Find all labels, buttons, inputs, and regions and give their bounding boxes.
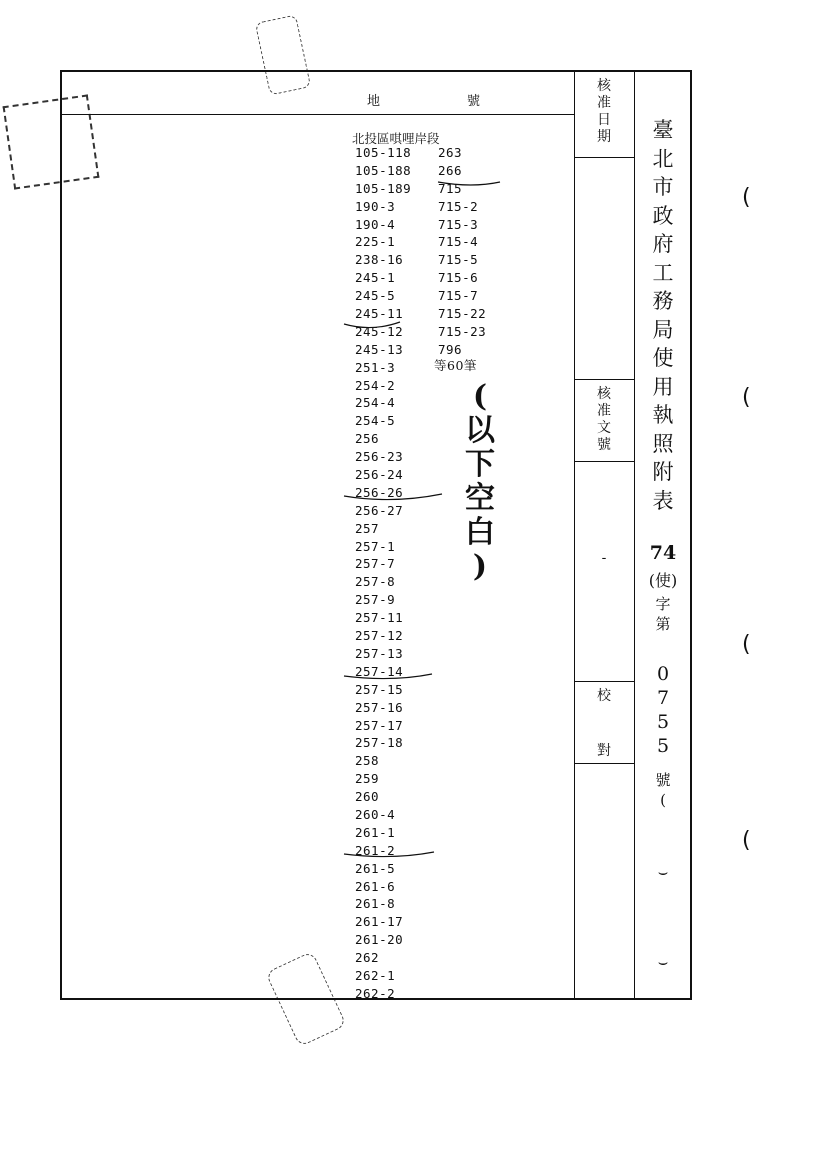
permit-char-label: 字 第 xyxy=(655,595,671,633)
lot-number: 261-6 xyxy=(355,878,396,894)
lot-number: 261-20 xyxy=(355,932,404,948)
title-column xyxy=(634,72,692,998)
lot-number: 256-24 xyxy=(355,467,404,483)
lot-list-left xyxy=(355,144,411,1003)
lot-number: 256-27 xyxy=(355,502,404,518)
margin-arc-3: ( xyxy=(742,632,751,657)
lot-number: 715-22 xyxy=(438,306,487,322)
total-note: 等60筆 xyxy=(434,358,477,373)
header-divider xyxy=(62,114,574,115)
closing-parenthesis-mark-2: ⌣ xyxy=(657,952,669,971)
lot-number: 225-1 xyxy=(355,234,396,250)
margin-arc-4: ( xyxy=(742,828,751,853)
lot-number: 261-17 xyxy=(355,914,404,930)
approval-number-value-cell xyxy=(574,462,634,682)
margin-arc-1: ( xyxy=(742,185,751,210)
approval-number-label: 核 准 文 號 xyxy=(597,386,611,453)
lot-number: 715-2 xyxy=(438,198,479,214)
lot-number: 715-6 xyxy=(438,270,479,286)
header-number-label: 號 xyxy=(467,94,481,109)
land-section-title: 北投區唭哩岸段 xyxy=(352,131,440,146)
lot-number: 796 xyxy=(438,341,463,357)
lot-number: 266 xyxy=(438,162,463,178)
lot-number: 256 xyxy=(355,431,380,447)
lot-number: 245-13 xyxy=(355,341,404,357)
blank-below-note: ( 以 下 空 白 ) xyxy=(465,379,495,584)
lot-number: 261-1 xyxy=(355,824,396,840)
lot-number: 245-5 xyxy=(355,288,396,304)
lot-number: 251-3 xyxy=(355,359,396,375)
permit-year: 74 xyxy=(649,542,677,564)
approval-number-cell xyxy=(574,380,634,462)
lot-number: 715-3 xyxy=(438,216,479,232)
approval-date-value-cell xyxy=(574,158,634,380)
lot-number: 715-5 xyxy=(438,252,479,268)
check-cell xyxy=(574,682,634,764)
lot-number: 245-1 xyxy=(355,270,396,286)
header-land-label: 地 xyxy=(367,94,381,109)
lot-number: 262 xyxy=(355,950,380,966)
lot-number: 262-2 xyxy=(355,985,396,1001)
lot-number: 257-16 xyxy=(355,699,404,715)
approval-date-label: 核 准 日 期 xyxy=(597,78,611,145)
lot-number: 261-2 xyxy=(355,842,396,858)
lot-number: 105-189 xyxy=(355,180,412,196)
lot-number: 254-4 xyxy=(355,395,396,411)
lot-number: 261-5 xyxy=(355,860,396,876)
lot-number: 262-1 xyxy=(355,967,396,983)
lot-number: 257-18 xyxy=(355,735,404,751)
lot-number: 258 xyxy=(355,753,380,769)
approval-date-cell xyxy=(574,72,634,158)
lot-number: 257 xyxy=(355,520,380,536)
lot-number: 256-23 xyxy=(355,449,404,465)
lot-number: 715-7 xyxy=(438,288,479,304)
lot-number: 245-12 xyxy=(355,323,404,339)
lot-number: 245-11 xyxy=(355,306,404,322)
lot-number: 259 xyxy=(355,771,380,787)
lot-number: 190-4 xyxy=(355,216,396,232)
lot-number: 238-16 xyxy=(355,252,404,268)
margin-arc-2: ( xyxy=(742,385,751,410)
attachment-table xyxy=(60,70,692,1000)
lot-number: 257-7 xyxy=(355,556,396,572)
lot-number: 257-1 xyxy=(355,538,396,554)
lot-number: 715-23 xyxy=(438,323,487,339)
lot-number: 261-8 xyxy=(355,896,396,912)
lot-number: 256-26 xyxy=(355,484,404,500)
lot-number: 257-11 xyxy=(355,610,404,626)
lot-number: 715 xyxy=(438,180,463,196)
lot-number: 105-118 xyxy=(355,145,412,160)
lot-number: 260 xyxy=(355,789,380,805)
lot-list-right xyxy=(438,144,486,359)
lot-number: 715-4 xyxy=(438,234,479,250)
lot-number: 257-12 xyxy=(355,628,404,644)
lot-number: 257-14 xyxy=(355,663,404,679)
approval-number-value: - xyxy=(601,550,607,566)
lot-number: 257-17 xyxy=(355,717,404,733)
lot-number: 254-2 xyxy=(355,377,396,393)
document-title: 臺 北 市 政 府 工 務 局 使 用 執 照 附 表 xyxy=(652,118,674,513)
lot-number: 260-4 xyxy=(355,806,396,822)
permit-number: 0 7 5 5 xyxy=(656,663,670,757)
permit-category: (使) xyxy=(648,571,678,590)
lot-number: 257-8 xyxy=(355,574,396,590)
lot-number: 257-13 xyxy=(355,645,404,661)
lot-number: 257-15 xyxy=(355,681,404,697)
check-label-bottom: 對 xyxy=(597,743,611,759)
lot-number: 105-188 xyxy=(355,162,412,178)
closing-parenthesis-mark: ⌣ xyxy=(657,862,669,881)
check-label-top: 校 xyxy=(597,688,611,704)
lot-number: 190-3 xyxy=(355,198,396,214)
permit-suffix: 號 ( xyxy=(655,771,671,809)
lot-number: 263 xyxy=(438,145,463,160)
lot-number: 254-5 xyxy=(355,413,396,429)
lot-number: 257-9 xyxy=(355,592,396,608)
